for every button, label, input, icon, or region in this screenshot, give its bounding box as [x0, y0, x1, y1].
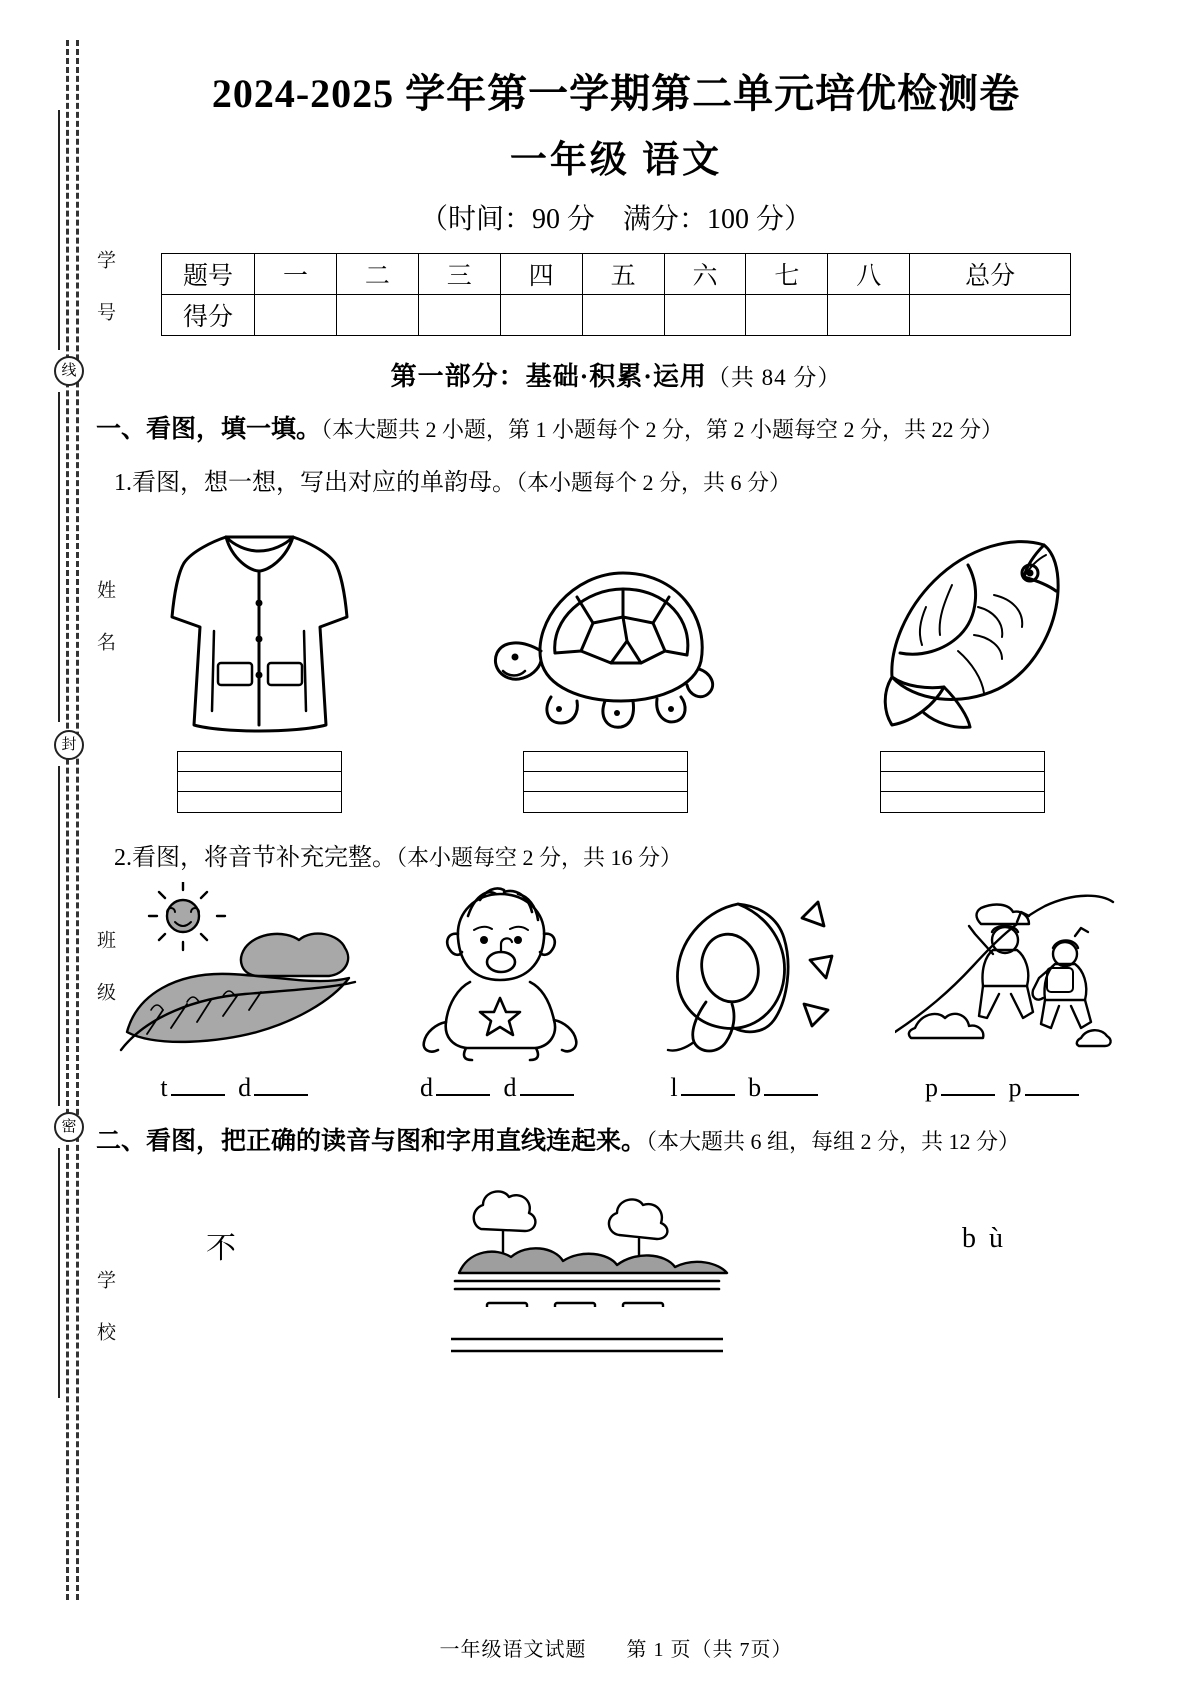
answer-lines-fish[interactable] [880, 751, 1045, 813]
score-cell-2[interactable] [418, 295, 500, 336]
score-col-7: 八 [828, 254, 910, 295]
page-title: 2024-2025 学年第一学期第二单元培优检测卷 [211, 71, 1021, 116]
answer-lines-coat[interactable] [177, 751, 342, 813]
pinyin-prefix-4a: p [925, 1073, 939, 1103]
score-cell-5[interactable] [664, 295, 746, 336]
question-2-match-row [96, 1177, 1136, 1347]
question-1-sub-1-note: （本小题每个 2 分，共 6 分） [516, 470, 792, 496]
pinyin-blank-4b[interactable] [1025, 1072, 1079, 1096]
score-col-5: 六 [664, 254, 746, 295]
score-cell-4[interactable] [582, 295, 664, 336]
pinyin-blank-4a[interactable] [941, 1072, 995, 1096]
pinyin-blank-3b[interactable] [764, 1072, 818, 1096]
question-1-heading [96, 409, 1136, 450]
match-picture-wrap [451, 1177, 751, 1361]
sidebar-label-xuehao: 学 号 [94, 250, 115, 327]
match-underlines [451, 1331, 751, 1361]
fish-icon [848, 511, 1078, 741]
page-subtitle: 一年级 语文 [509, 140, 723, 181]
question-1-picture-row-2 [96, 882, 1136, 1103]
score-col-6: 七 [746, 254, 828, 295]
part-one-heading [96, 356, 1136, 393]
picture-cell-fish [848, 511, 1078, 813]
score-cell-6[interactable] [746, 295, 828, 336]
score-cell-8[interactable] [910, 295, 1071, 336]
picture-cell-climbing-kids [895, 882, 1115, 1103]
sidebar-label-xuexiao: 学 校 [94, 1270, 115, 1347]
question-2-heading [96, 1121, 1136, 1162]
seal-char-xian: 线 [54, 356, 84, 386]
question-1-sub-1 [114, 462, 1136, 497]
sidebar-label-banji: 班 级 [94, 930, 115, 1007]
picture-cell-field-sun [117, 882, 357, 1103]
pinyin-blank-3a[interactable] [681, 1072, 735, 1096]
question-1-sub-2 [114, 837, 1136, 872]
score-col-3: 四 [500, 254, 582, 295]
pinyin-prefix-3b: b [748, 1073, 763, 1103]
pinyin-prefix-4b: p [1008, 1073, 1023, 1103]
exam-page [96, 0, 1136, 1684]
exam-meta: （时间：90 分 满分：100 分） [419, 204, 812, 235]
part-one-heading-text: 第一部分：基础·积累·运用 [390, 362, 707, 391]
score-col-4: 五 [582, 254, 664, 295]
sidebar-label-xingming: 姓 名 [94, 580, 115, 657]
table-row [162, 254, 1071, 295]
pinyin-blank-group-1[interactable] [117, 1072, 357, 1103]
pinyin-blank-2b[interactable] [520, 1072, 574, 1096]
score-cell-3[interactable] [500, 295, 582, 336]
seal-char-feng: 封 [54, 730, 84, 760]
footer-right: 第 1 页（共 7页） [626, 1639, 793, 1661]
match-pinyin[interactable]: b ù [962, 1222, 1006, 1254]
field-sun-icon [117, 882, 357, 1062]
score-col-1: 二 [336, 254, 418, 295]
picture-cell-coat [154, 511, 364, 813]
score-row-label-0: 题号 [162, 254, 255, 295]
match-character[interactable]: 不 [206, 1231, 236, 1265]
page-footer [96, 1633, 1136, 1662]
score-col-8: 总分 [910, 254, 1071, 295]
megaphone-icon [642, 882, 852, 1062]
score-table [161, 253, 1071, 336]
score-cell-0[interactable] [255, 295, 337, 336]
question-2-note: （本大题共 6 组，每组 2 分，共 12 分） [646, 1129, 1021, 1155]
score-col-0: 一 [255, 254, 337, 295]
footer-left: 一年级语文试题 [439, 1639, 587, 1661]
question-1-title: 一、看图，填一填。 [96, 416, 322, 443]
picture-cell-baby [400, 882, 600, 1103]
pinyin-blank-1b[interactable] [254, 1072, 308, 1096]
pinyin-prefix-3a: l [670, 1073, 679, 1103]
pinyin-blank-2a[interactable] [436, 1072, 490, 1096]
answer-lines-turtle[interactable] [523, 751, 688, 813]
seal-char-mi: 密 [54, 1112, 84, 1142]
question-1-sub-1-title: 1.看图，想一想，写出对应的单韵母。 [114, 470, 516, 497]
score-col-2: 三 [418, 254, 500, 295]
pinyin-prefix-2b: d [503, 1073, 518, 1103]
picture-cell-turtle [481, 511, 731, 813]
table-row [162, 295, 1071, 336]
question-1-picture-row-1 [96, 511, 1136, 813]
score-cell-1[interactable] [336, 295, 418, 336]
question-1-note: （本大题共 2 小题，第 1 小题每个 2 分，第 2 小题每空 2 分，共 22 分） [321, 417, 1004, 442]
score-row-label-1: 得分 [162, 295, 255, 336]
bushes-trees-icon [451, 1177, 751, 1307]
question-1-sub-2-title: 2.看图，将音节补充完整。 [114, 845, 396, 872]
pinyin-prefix-1b: d [238, 1073, 253, 1103]
score-cell-7[interactable] [828, 295, 910, 336]
question-2-title: 二、看图，把正确的读音与图和字用直线连起来。 [96, 1128, 647, 1156]
pinyin-blank-group-2[interactable] [400, 1072, 600, 1103]
pinyin-blank-group-3[interactable] [642, 1072, 852, 1103]
baby-icon [400, 882, 600, 1062]
pinyin-prefix-1a: t [160, 1073, 169, 1103]
pinyin-blank-group-4[interactable] [895, 1072, 1115, 1103]
part-one-heading-note: （共 84 分） [706, 365, 842, 390]
question-1-sub-2-note: （本小题每空 2 分，共 16 分） [396, 845, 683, 871]
turtle-icon [481, 511, 731, 741]
coat-icon [154, 511, 364, 741]
climbing-kids-icon [895, 882, 1115, 1062]
picture-cell-megaphone [642, 882, 852, 1103]
pinyin-prefix-2a: d [420, 1073, 434, 1103]
pinyin-blank-1a[interactable] [171, 1072, 225, 1096]
